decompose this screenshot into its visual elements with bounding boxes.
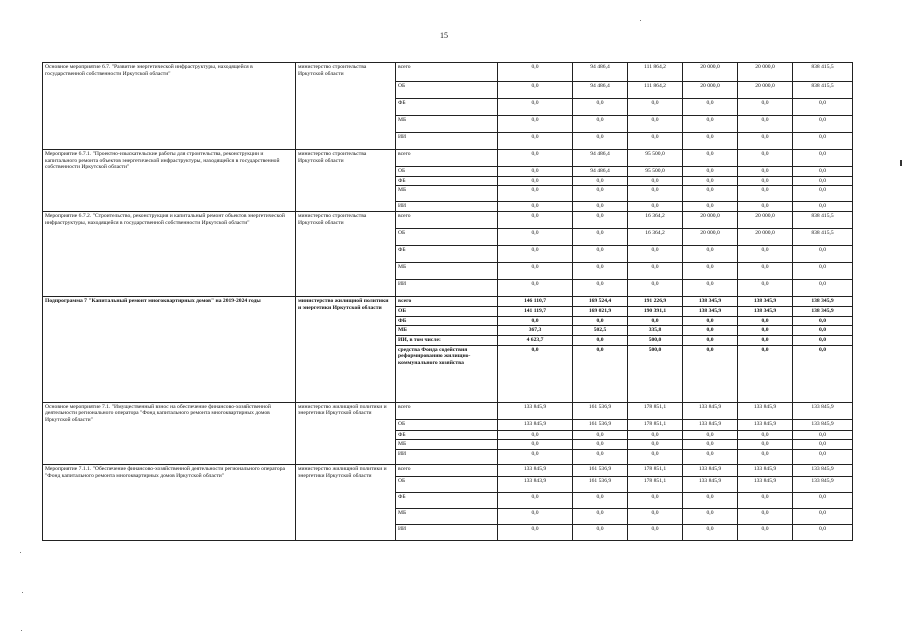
amount-cell: 111 864,2 [628, 63, 683, 82]
funding-source: средства Фонда содействия реформированию жилищно-коммунального хозяйства [396, 345, 498, 402]
amount-cell: 0,0 [628, 450, 683, 465]
amount-cell: 0,0 [738, 99, 793, 116]
amount-cell: 0,0 [793, 316, 853, 326]
amount-cell: 161 536,9 [573, 402, 628, 419]
amount-cell: 0,0 [738, 202, 793, 212]
amount-cell: 0,0 [573, 280, 628, 297]
amount-cell: 0,0 [793, 450, 853, 465]
funding-source: ОБ [396, 419, 498, 430]
amount-cell: 0,0 [793, 326, 853, 336]
amount-cell: 0,0 [498, 440, 573, 450]
funding-source: всего [396, 297, 498, 307]
table-row [43, 297, 853, 307]
amount-cell: 133 845,9 [738, 477, 793, 493]
funding-source: ФБ [396, 430, 498, 440]
responsible-org: министерство жилищной политики и энергетики Иркутской области [296, 402, 396, 464]
amount-cell: 0,0 [738, 430, 793, 440]
amount-cell: 0,0 [573, 99, 628, 116]
funding-source: ФБ [396, 493, 498, 509]
amount-cell: 0,0 [628, 316, 683, 326]
amount-cell: 0,0 [573, 493, 628, 509]
amount-cell: 0,0 [738, 316, 793, 326]
amount-cell: 0,0 [793, 280, 853, 297]
measure-name: Мероприятие 6.7.1. "Проектно-изыскательские работы для строительства, реконструкции и капитального ремонта объектов энергетической инфраструктуры, находящейся в государственной собственности Иркутской области" [43, 150, 296, 212]
amount-cell: 0,0 [573, 345, 628, 402]
amount-cell: 0,0 [628, 99, 683, 116]
amount-cell: 0,0 [498, 116, 573, 133]
measure-name: Основное мероприятие 7.1. "Имущественный взнос на обеспечение финансово-хозяйственной деятельности регионального оператора "Фонд капитального ремонта многоквартирных домов Иркутской области" [43, 402, 296, 464]
amount-cell: 0,0 [738, 450, 793, 465]
amount-cell: 138 345,9 [793, 306, 853, 316]
amount-cell: 178 851,1 [628, 477, 683, 493]
amount-cell: 367,3 [498, 326, 573, 336]
amount-cell: 16 364,2 [628, 212, 683, 229]
amount-cell: 0,0 [498, 82, 573, 99]
amount-cell: 20 000,0 [683, 229, 738, 246]
amount-cell: 0,0 [683, 150, 738, 167]
amount-cell: 0,0 [793, 116, 853, 133]
amount-cell: 0,0 [628, 202, 683, 212]
amount-cell: 133 845,9 [738, 402, 793, 419]
amount-cell: 335,8 [628, 326, 683, 336]
amount-cell: 0,0 [683, 99, 738, 116]
amount-cell: 95 500,0 [628, 150, 683, 167]
amount-cell: 0,0 [573, 133, 628, 150]
amount-cell: 20 000,0 [683, 63, 738, 82]
amount-cell: 0,0 [793, 99, 853, 116]
funding-source: ФБ [396, 316, 498, 326]
amount-cell: 0,0 [628, 246, 683, 263]
funding-source: ОБ [396, 477, 498, 493]
amount-cell: 0,0 [498, 63, 573, 82]
amount-cell: 0,0 [498, 263, 573, 280]
amount-cell: 0,0 [573, 186, 628, 202]
amount-cell: 133 845,9 [738, 419, 793, 430]
amount-cell: 138 345,9 [793, 297, 853, 307]
amount-cell: 0,0 [628, 186, 683, 202]
amount-cell: 0,0 [573, 263, 628, 280]
amount-cell: 0,0 [628, 430, 683, 440]
table-row [43, 150, 853, 167]
amount-cell: 0,0 [498, 186, 573, 202]
amount-cell: 138 345,9 [738, 297, 793, 307]
funding-source: ИИ [396, 450, 498, 465]
amount-cell: 0,0 [573, 202, 628, 212]
amount-cell: 20 000,0 [683, 82, 738, 99]
amount-cell: 133 845,9 [793, 465, 853, 477]
amount-cell: 138 345,9 [738, 306, 793, 316]
amount-cell: 0,0 [793, 133, 853, 150]
amount-cell: 0,0 [738, 509, 793, 525]
amount-cell: 0,0 [498, 202, 573, 212]
amount-cell: 0,0 [573, 246, 628, 263]
funding-source: ОБ [396, 82, 498, 99]
amount-cell: 20 000,0 [738, 212, 793, 229]
amount-cell: 0,0 [628, 176, 683, 186]
amount-cell: 0,0 [793, 167, 853, 177]
amount-cell: 161 536,9 [573, 477, 628, 493]
amount-cell: 0,0 [793, 186, 853, 202]
amount-cell: 161 536,9 [573, 419, 628, 430]
funding-source: МБ [396, 509, 498, 525]
amount-cell: 0,0 [793, 493, 853, 509]
amount-cell: 0,0 [683, 525, 738, 541]
amount-cell: 0,0 [738, 150, 793, 167]
amount-cell: 133 845,9 [793, 419, 853, 430]
table-row [43, 212, 853, 229]
amount-cell: 0,0 [498, 167, 573, 177]
funding-source: МБ [396, 326, 498, 336]
amount-cell: 0,0 [498, 99, 573, 116]
funding-source: ИИ [396, 202, 498, 212]
amount-cell: 111 864,2 [628, 82, 683, 99]
amount-cell: 0,0 [793, 440, 853, 450]
responsible-org: министерство строительства Иркутской области [296, 212, 396, 297]
amount-cell: 94 486,4 [573, 82, 628, 99]
amount-cell: 0,0 [683, 440, 738, 450]
amount-cell: 0,0 [498, 280, 573, 297]
amount-cell: 178 851,1 [628, 402, 683, 419]
amount-cell: 133 843,9 [498, 477, 573, 493]
amount-cell: 0,0 [738, 335, 793, 345]
budget-table [42, 62, 853, 541]
amount-cell: 0,0 [738, 133, 793, 150]
amount-cell: 0,0 [793, 525, 853, 541]
amount-cell: 0,0 [628, 509, 683, 525]
responsible-org: министерство жилищной политики и энергетики Иркутской области [296, 465, 396, 541]
amount-cell: 4 623,7 [498, 335, 573, 345]
amount-cell: 0,0 [738, 280, 793, 297]
amount-cell: 133 845,9 [683, 419, 738, 430]
funding-source: всего [396, 150, 498, 167]
amount-cell: 0,0 [628, 440, 683, 450]
table-row [43, 63, 853, 82]
funding-source: всего [396, 63, 498, 82]
amount-cell: 0,0 [683, 186, 738, 202]
amount-cell: 0,0 [793, 263, 853, 280]
funding-source: ФБ [396, 246, 498, 263]
amount-cell: 138 345,9 [683, 297, 738, 307]
amount-cell: 133 845,9 [498, 402, 573, 419]
amount-cell: 0,0 [738, 176, 793, 186]
funding-source: ОБ [396, 167, 498, 177]
amount-cell: 0,0 [738, 263, 793, 280]
amount-cell: 0,0 [573, 212, 628, 229]
amount-cell: 178 851,1 [628, 419, 683, 430]
amount-cell: 0,0 [738, 525, 793, 541]
amount-cell: 20 000,0 [738, 82, 793, 99]
amount-cell: 0,0 [683, 335, 738, 345]
funding-source: ОБ [396, 229, 498, 246]
amount-cell: 0,0 [498, 133, 573, 150]
amount-cell: 0,0 [498, 493, 573, 509]
amount-cell: 0,0 [683, 345, 738, 402]
amount-cell: 0,0 [498, 176, 573, 186]
amount-cell: 0,0 [498, 450, 573, 465]
amount-cell: 0,0 [793, 430, 853, 440]
amount-cell: 191 226,9 [628, 297, 683, 307]
amount-cell: 169 021,9 [573, 306, 628, 316]
amount-cell: 138 345,9 [683, 306, 738, 316]
amount-cell: 20 000,0 [683, 212, 738, 229]
amount-cell: 0,0 [738, 440, 793, 450]
responsible-org: министерство строительства Иркутской области [296, 63, 396, 150]
amount-cell: 0,0 [498, 150, 573, 167]
amount-cell: 0,0 [573, 176, 628, 186]
amount-cell: 133 845,9 [683, 402, 738, 419]
amount-cell: 500,0 [628, 335, 683, 345]
amount-cell: 0,0 [628, 493, 683, 509]
amount-cell: 94 486,4 [573, 167, 628, 177]
amount-cell: 0,0 [498, 345, 573, 402]
amount-cell: 0,0 [793, 509, 853, 525]
amount-cell: 169 524,4 [573, 297, 628, 307]
amount-cell: 95 500,0 [628, 167, 683, 177]
funding-source: МБ [396, 440, 498, 450]
responsible-org: министерство жилищной политики и энергетики Иркутской области [296, 297, 396, 403]
amount-cell: 133 845,9 [793, 402, 853, 419]
amount-cell: 190 391,1 [628, 306, 683, 316]
amount-cell: 133 845,9 [683, 465, 738, 477]
amount-cell: 0,0 [573, 509, 628, 525]
amount-cell: 0,0 [683, 263, 738, 280]
amount-cell: 0,0 [683, 176, 738, 186]
amount-cell: 0,0 [683, 316, 738, 326]
table-row [43, 402, 853, 419]
amount-cell: 0,0 [683, 509, 738, 525]
amount-cell: 0,0 [683, 430, 738, 440]
funding-source: ИИ [396, 280, 498, 297]
amount-cell: 838 415,5 [793, 82, 853, 99]
amount-cell: 0,0 [498, 229, 573, 246]
measure-name: Мероприятие 6.7.2. "Строительство, реконструкция и капитальный ремонт объектов энергетической инфраструктуры, находящейся в государственной собственности Иркутской области" [43, 212, 296, 297]
amount-cell: 0,0 [573, 316, 628, 326]
amount-cell: 0,0 [573, 430, 628, 440]
table-row [43, 465, 853, 477]
amount-cell: 0,0 [498, 509, 573, 525]
amount-cell: 0,0 [738, 345, 793, 402]
amount-cell: 146 110,7 [498, 297, 573, 307]
amount-cell: 0,0 [793, 335, 853, 345]
amount-cell: 0,0 [573, 450, 628, 465]
amount-cell: 133 845,9 [738, 465, 793, 477]
amount-cell: 838 415,5 [793, 63, 853, 82]
amount-cell: 0,0 [573, 525, 628, 541]
amount-cell: 0,0 [683, 246, 738, 263]
funding-source: ИИ, в том числе: [396, 335, 498, 345]
amount-cell: 0,0 [738, 186, 793, 202]
scan-edge-mark [900, 160, 902, 166]
amount-cell: 20 000,0 [738, 63, 793, 82]
funding-source: МБ [396, 186, 498, 202]
amount-cell: 0,0 [573, 116, 628, 133]
amount-cell: 838 415,5 [793, 212, 853, 229]
funding-source: ФБ [396, 99, 498, 116]
amount-cell: 0,0 [793, 202, 853, 212]
funding-source: всего [396, 465, 498, 477]
amount-cell: 133 845,9 [683, 477, 738, 493]
amount-cell: 94 486,4 [573, 63, 628, 82]
amount-cell: 0,0 [573, 229, 628, 246]
amount-cell: 0,0 [498, 212, 573, 229]
amount-cell: 0,0 [738, 167, 793, 177]
amount-cell: 0,0 [628, 525, 683, 541]
funding-source: ОБ [396, 306, 498, 316]
amount-cell: 838 415,5 [793, 229, 853, 246]
amount-cell: 0,0 [628, 133, 683, 150]
amount-cell: 0,0 [683, 493, 738, 509]
amount-cell: 0,0 [683, 116, 738, 133]
amount-cell: 0,0 [573, 440, 628, 450]
funding-source: всего [396, 212, 498, 229]
amount-cell: 0,0 [683, 326, 738, 336]
amount-cell: 133 845,9 [498, 465, 573, 477]
amount-cell: 0,0 [628, 263, 683, 280]
amount-cell: 0,0 [498, 430, 573, 440]
amount-cell: 0,0 [793, 345, 853, 402]
amount-cell: 0,0 [793, 150, 853, 167]
amount-cell: 0,0 [498, 525, 573, 541]
amount-cell: 0,0 [498, 246, 573, 263]
amount-cell: 0,0 [793, 246, 853, 263]
funding-source: МБ [396, 263, 498, 280]
page-number: 15 [440, 31, 448, 40]
amount-cell: 0,0 [683, 167, 738, 177]
amount-cell: 0,0 [738, 116, 793, 133]
amount-cell: 94 486,4 [573, 150, 628, 167]
amount-cell: 0,0 [498, 316, 573, 326]
amount-cell: 178 851,1 [628, 465, 683, 477]
responsible-org: министерство строительства Иркутской области [296, 150, 396, 212]
amount-cell: 0,0 [628, 280, 683, 297]
amount-cell: 500,0 [628, 345, 683, 402]
funding-source: всего [396, 402, 498, 419]
amount-cell: 133 845,9 [793, 477, 853, 493]
amount-cell: 0,0 [738, 326, 793, 336]
amount-cell: 161 536,9 [573, 465, 628, 477]
amount-cell: 20 000,0 [738, 229, 793, 246]
measure-name: Мероприятие 7.1.1. "Обеспечение финансово-хозяйственной деятельности регионального оператора "Фонд капитального ремонта многоквартирных домов Иркутской области" [43, 465, 296, 541]
measure-name: Основное мероприятие 6.7. "Развитие энергетической инфраструктуры, находящейся в государственной собственности Иркутской области" [43, 63, 296, 150]
amount-cell: 0,0 [573, 335, 628, 345]
measure-name: Подпрограмма 7 "Капитальный ремонт многоквартирных домов" на 2019-2024 годы [43, 297, 296, 403]
amount-cell: 0,0 [683, 450, 738, 465]
amount-cell: 141 119,7 [498, 306, 573, 316]
amount-cell: 133 845,9 [498, 419, 573, 430]
amount-cell: 0,0 [738, 246, 793, 263]
funding-source: МБ [396, 116, 498, 133]
amount-cell: 0,0 [738, 493, 793, 509]
amount-cell: 0,0 [683, 280, 738, 297]
amount-cell: 502,5 [573, 326, 628, 336]
funding-source: ИИ [396, 525, 498, 541]
amount-cell: 0,0 [683, 202, 738, 212]
amount-cell: 0,0 [683, 133, 738, 150]
funding-source: ИИ [396, 133, 498, 150]
amount-cell: 0,0 [628, 116, 683, 133]
amount-cell: 16 364,2 [628, 229, 683, 246]
amount-cell: 0,0 [793, 176, 853, 186]
funding-source: ФБ [396, 176, 498, 186]
